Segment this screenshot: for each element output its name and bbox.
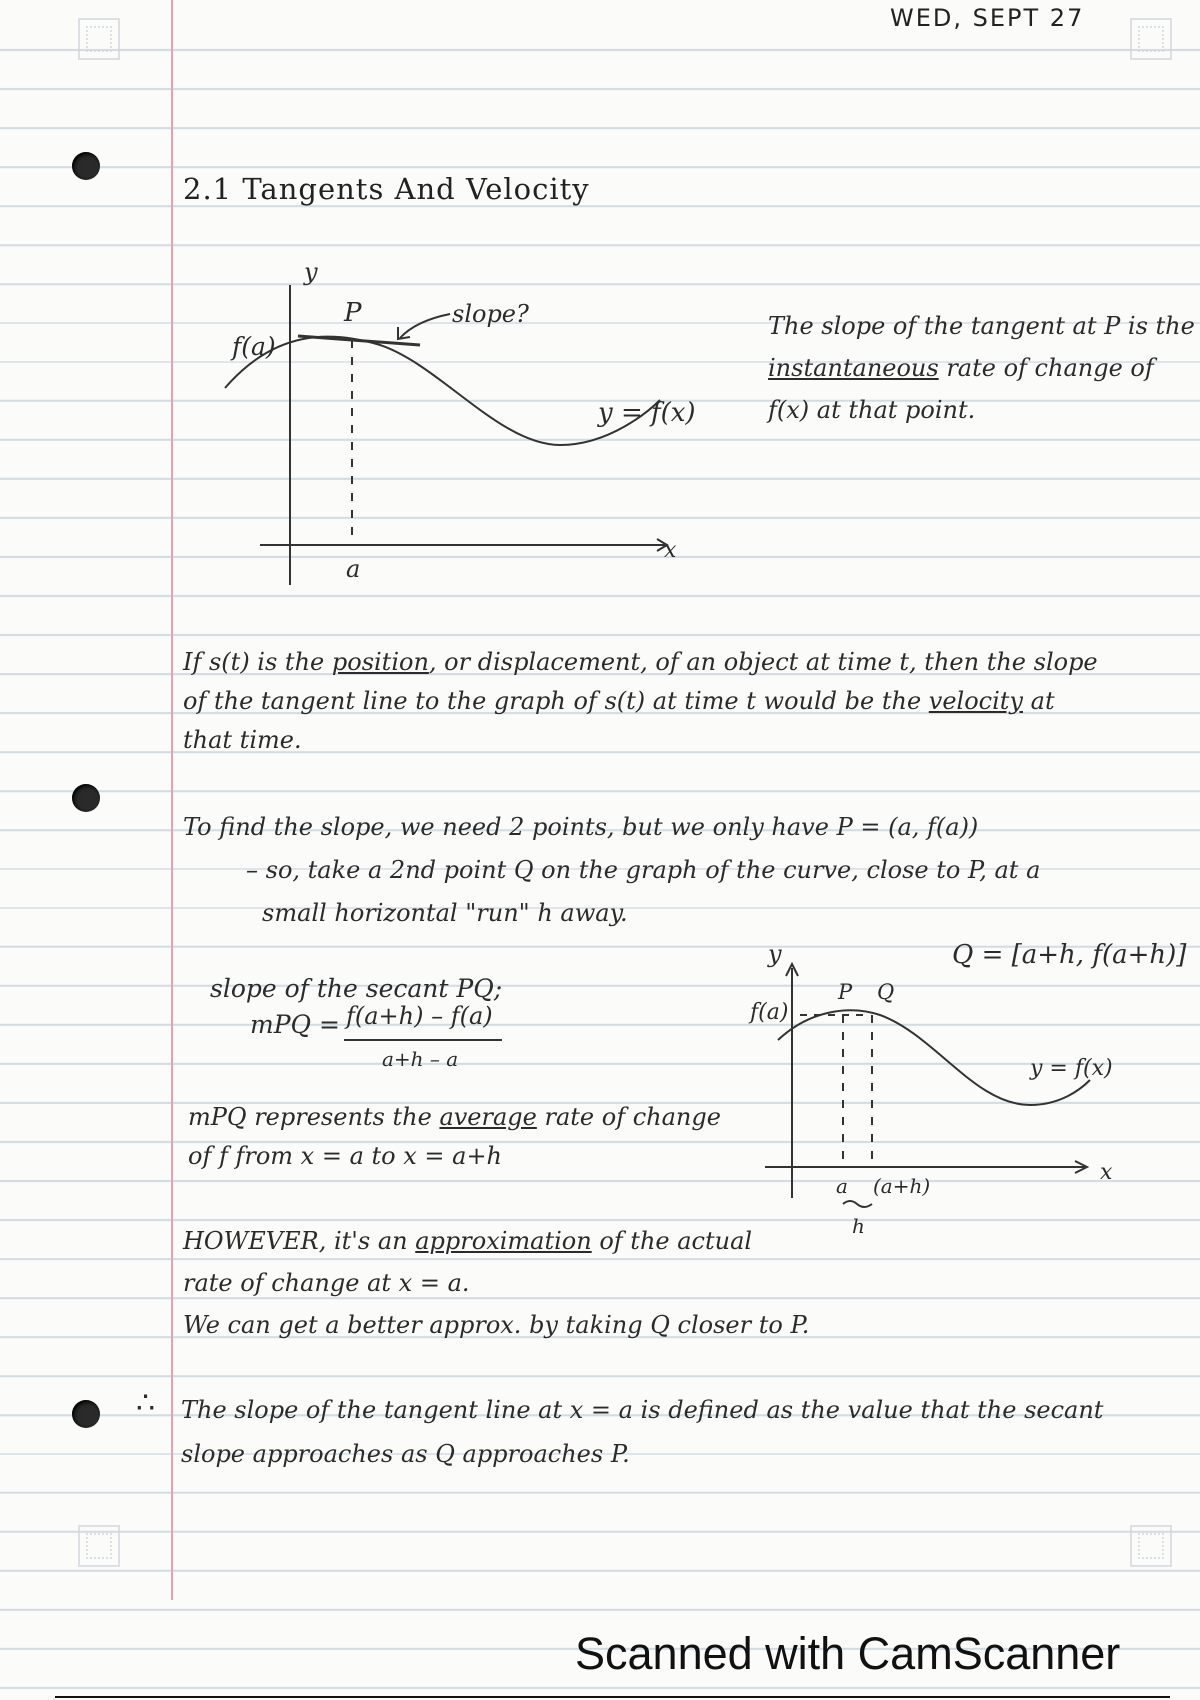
- underlined-term: velocity: [928, 687, 1023, 715]
- velocity-line: that time.: [183, 726, 302, 754]
- secant-m: mPQ =: [250, 1010, 340, 1039]
- tangent-note-line: The slope of the tangent at P is the: [768, 312, 1195, 340]
- tangent-note-text: rate of change of: [938, 354, 1154, 382]
- underlined-term: position: [331, 648, 429, 676]
- secant-label: slope of the secant PQ;: [210, 974, 503, 1003]
- graph1-fa-label: f(a): [232, 332, 276, 361]
- date-header: WED, SEPT 27: [890, 4, 1085, 32]
- tangent-note-line: f(x) at that point.: [768, 396, 976, 424]
- velocity-text: If s(t) is the: [183, 648, 332, 676]
- graph1-y-label: y: [304, 258, 318, 286]
- however-line: We can get a better approx. by taking Q closer to P.: [183, 1311, 810, 1339]
- however-line: rate of change at x = a.: [183, 1269, 470, 1297]
- graph2-ah-label: (a+h): [873, 1174, 931, 1198]
- graph1-curve-label: y = f(x): [598, 398, 696, 428]
- underlined-term: approximation: [415, 1227, 592, 1255]
- graph1-slope-note: slope?: [452, 300, 529, 328]
- graph1-point-p: P: [344, 298, 362, 328]
- however-text: HOWEVER, it's an: [183, 1227, 416, 1255]
- avg-rate-line: of f from x = a to x = a+h: [188, 1142, 503, 1170]
- therefore-symbol: ∴: [136, 1386, 156, 1421]
- graph2-y-label: y: [768, 940, 782, 968]
- avg-rate-text: mPQ represents the: [188, 1103, 440, 1131]
- graph1-a-label: a: [346, 555, 361, 583]
- graph2-h-label: h: [852, 1214, 865, 1238]
- velocity-text: of the tangent line to the graph of s(t) at time t would be the: [183, 687, 929, 715]
- velocity-text: at: [1023, 687, 1055, 715]
- find-slope-line: – so, take a 2nd point Q on the graph of the curve, close to P, at a: [246, 856, 1041, 884]
- underlined-term: instantaneous: [768, 354, 939, 382]
- conclusion-line: slope approaches as Q approaches P.: [181, 1440, 630, 1468]
- velocity-text: , or displacement, of an object at time t, then the slope: [428, 648, 1098, 676]
- graph2-fa-label: f(a): [750, 1000, 789, 1025]
- graph2-q-point: Q: [877, 980, 895, 1004]
- graph2-a-label: a: [836, 1174, 848, 1198]
- bottom-rule: [55, 1696, 1170, 1698]
- page-title: 2.1 Tangents And Velocity: [183, 172, 590, 206]
- however-line: [183, 1222, 752, 1261]
- graph2-x-label: x: [1100, 1160, 1113, 1185]
- conclusion-line: The slope of the tangent line at x = a is defined as the value that the secant: [181, 1396, 1104, 1424]
- graph2-curve-label: y = f(x): [1030, 1056, 1113, 1081]
- graph1-x-label: x: [664, 538, 677, 563]
- secant-numerator: f(a+h) – f(a): [346, 1002, 493, 1030]
- graph2-p-label: P: [838, 980, 853, 1004]
- camscanner-watermark: Scanned with CamScanner: [575, 1628, 1121, 1679]
- however-text: of the actual: [591, 1227, 753, 1255]
- graph2-q-label: Q = [a+h, f(a+h)]: [952, 940, 1187, 970]
- secant-denominator: a+h – a: [382, 1047, 459, 1071]
- underlined-term: average: [439, 1103, 537, 1131]
- avg-rate-text: rate of change: [536, 1103, 721, 1131]
- find-slope-line: small horizontal "run" h away.: [262, 899, 628, 927]
- find-slope-line: To find the slope, we need 2 points, but we only have P = (a, f(a)): [183, 813, 979, 841]
